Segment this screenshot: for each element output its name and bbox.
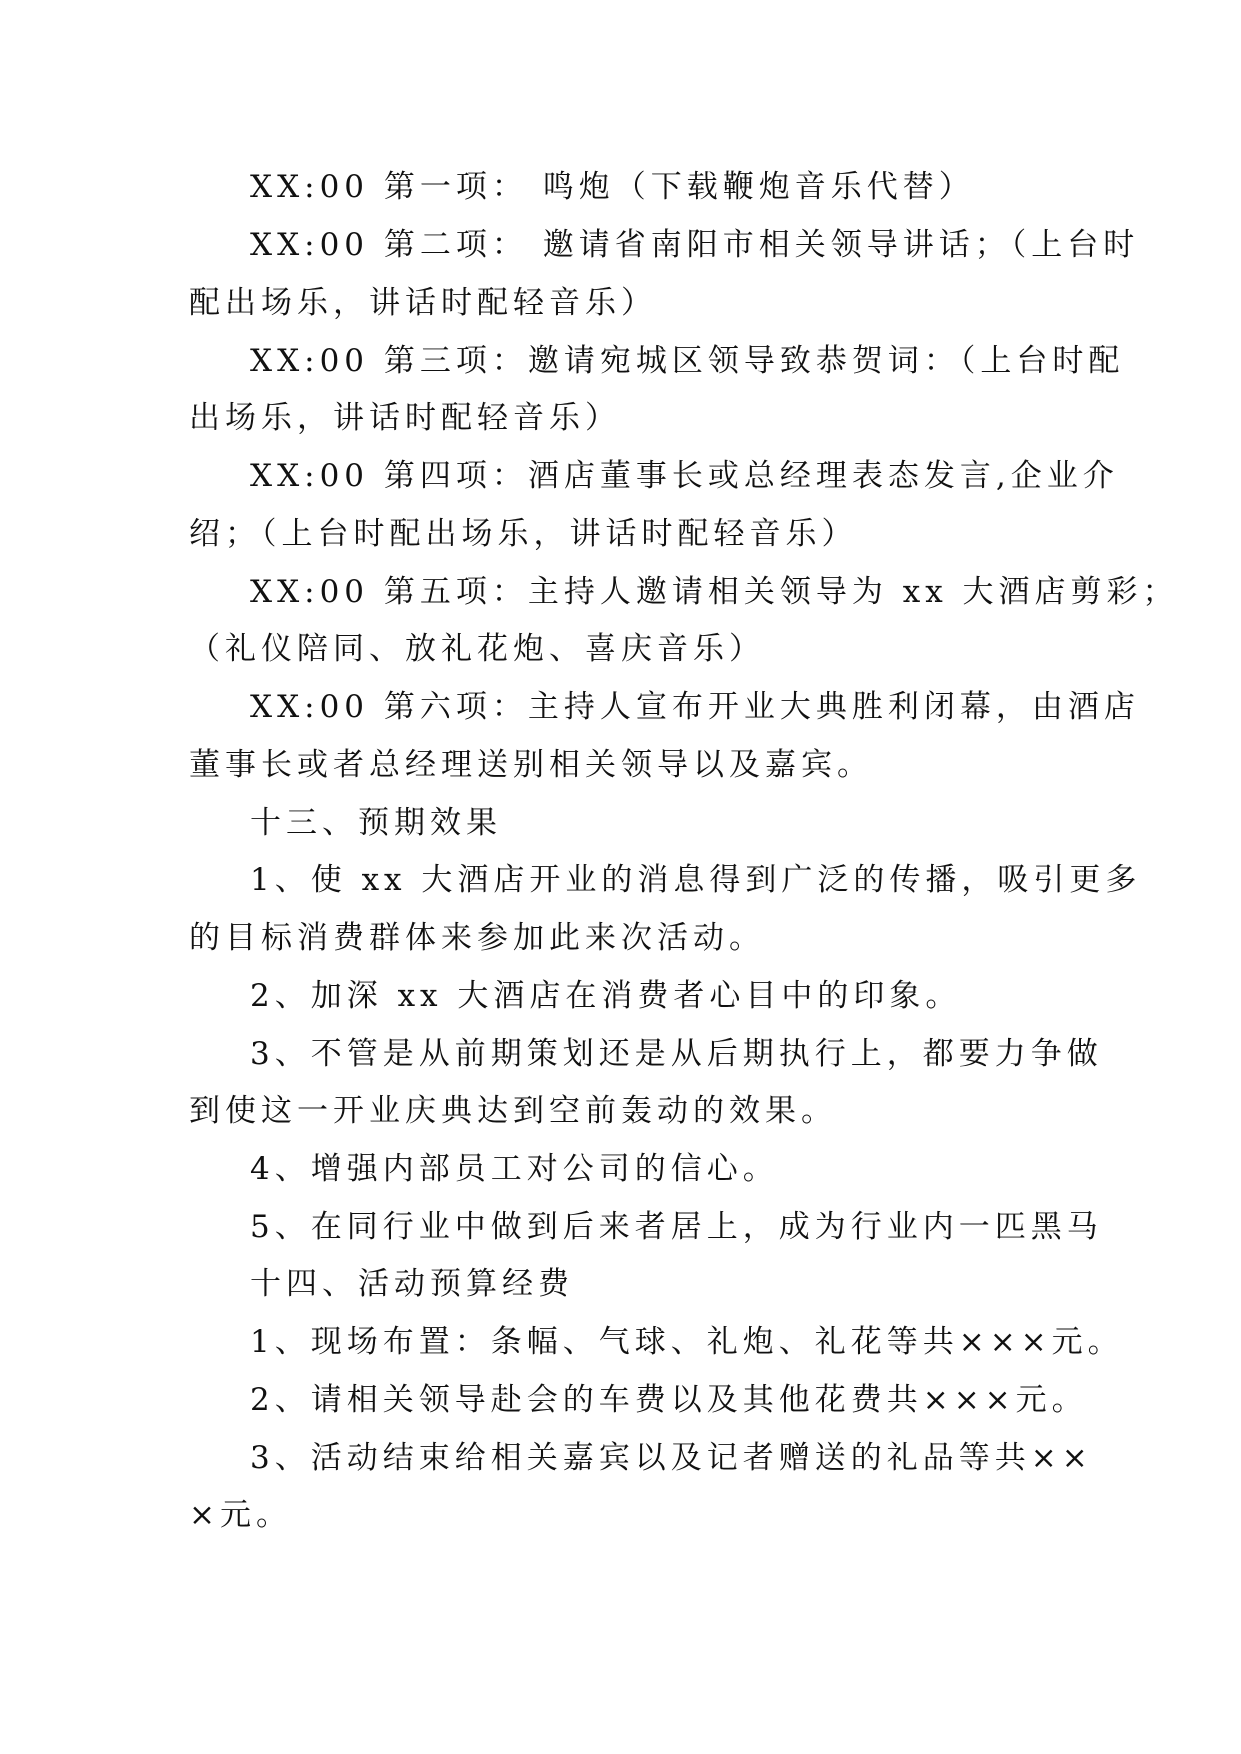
effect-item-2: 2、加深 xx 大酒店在消费者心目中的印象。 <box>250 978 962 1014</box>
schedule-item-3-continued: 出场乐，讲话时配轻音乐） <box>189 400 621 436</box>
effect-item-1-continued: 的目标消费群体来参加此来次活动。 <box>189 920 765 956</box>
budget-item-3: 3、活动结束给相关嘉宾以及记者赠送的礼品等共×× <box>250 1440 1093 1476</box>
schedule-item-5: XX:00 第五项：主持人邀请相关领导为 xx 大酒店剪彩； <box>250 574 1179 610</box>
budget-item-1: 1、现场布置：条幅、气球、礼炮、礼花等共×××元。 <box>250 1324 1124 1360</box>
budget-item-2: 2、请相关领导赴会的车费以及其他花费共×××元。 <box>250 1382 1088 1418</box>
schedule-item-4-continued: 绍；（上台时配出场乐，讲话时配轻音乐） <box>189 516 858 552</box>
schedule-item-2-continued: 配出场乐，讲话时配轻音乐） <box>189 285 657 321</box>
effect-item-3: 3、不管是从前期策划还是从后期执行上，都要力争做 <box>250 1036 1103 1072</box>
schedule-item-6: XX:00 第六项：主持人宣布开业大典胜利闭幕，由酒店 <box>250 689 1140 725</box>
schedule-item-5-continued: （礼仪陪同、放礼花炮、喜庆音乐） <box>189 631 765 667</box>
effect-item-1: 1、使 xx 大酒店开业的消息得到广泛的传播，吸引更多 <box>250 862 1142 898</box>
budget-item-3-continued: ×元。 <box>189 1497 292 1533</box>
section-heading-budget: 十四、活动预算经费 <box>250 1266 574 1302</box>
schedule-item-3: XX:00 第三项：邀请宛城区领导致恭贺词：（上台时配 <box>250 343 1125 379</box>
effect-item-5: 5、在同行业中做到后来者居上，成为行业内一匹黑马 <box>250 1209 1103 1245</box>
schedule-item-6-continued: 董事长或者总经理送别相关领导以及嘉宾。 <box>189 747 873 783</box>
schedule-item-2: XX:00 第二项： 邀请省南阳市相关领导讲话；（上台时 <box>250 227 1140 263</box>
effect-item-4: 4、增强内部员工对公司的信心。 <box>250 1151 779 1187</box>
section-heading-expected-effects: 十三、预期效果 <box>250 805 502 841</box>
effect-item-3-continued: 到使这一开业庆典达到空前轰动的效果。 <box>189 1093 837 1129</box>
schedule-item-4: XX:00 第四项：酒店董事长或总经理表态发言,企业介 <box>250 458 1119 494</box>
schedule-item-1: XX:00 第一项： 鸣炮（下载鞭炮音乐代替） <box>250 169 975 205</box>
